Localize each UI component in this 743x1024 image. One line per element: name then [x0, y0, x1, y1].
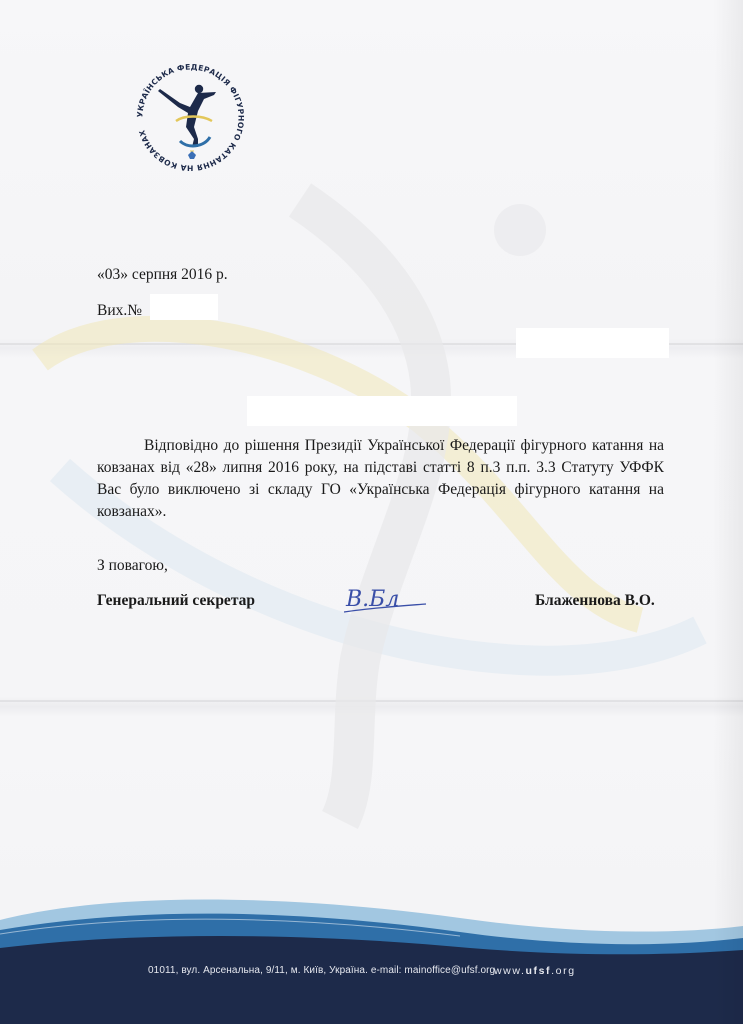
letter-greeting: З повагою, — [97, 557, 168, 574]
paper-fold-bottom — [0, 700, 743, 702]
footer-website: www.ufsf.org — [494, 965, 576, 977]
redacted-addressee-name — [247, 396, 517, 426]
signatory-name: Блаженнова В.О. — [535, 592, 655, 609]
outgoing-number-label: Вих.№ — [97, 302, 143, 319]
redacted-outgoing-number — [150, 294, 218, 320]
footer-wave-band — [0, 890, 743, 1024]
letter-date: «03» серпня 2016 р. — [97, 266, 228, 283]
letter-body: Відповідно до рішення Президії Української Федерації фігурного катання на ковзанах від «28» липня 2016 року, на підставі статті 8 п.3 п.п. 3.3 Статуту УФФК Вас було виключено зі складу ГО «Українська Федерація фігурного катання на ковзанах». — [97, 437, 664, 520]
trident-icon — [188, 151, 196, 159]
federation-logo — [128, 55, 253, 180]
logo-ring-text: УКРАЇНСЬКА ФЕДЕРАЦІЯ ФІГУРНОГО КАТАННЯ НА КОВЗАНАХ — [135, 62, 246, 173]
signature-mark: В.Бл — [346, 587, 400, 612]
signatory-title: Генеральний секретар — [97, 592, 255, 609]
footer-address: 01011, вул. Арсенальна, 9/11, м. Київ, Україна. e-mail: mainoffice@ufsf.org — [148, 965, 496, 976]
redacted-recipient — [516, 328, 669, 358]
handwritten-signature — [340, 578, 430, 618]
